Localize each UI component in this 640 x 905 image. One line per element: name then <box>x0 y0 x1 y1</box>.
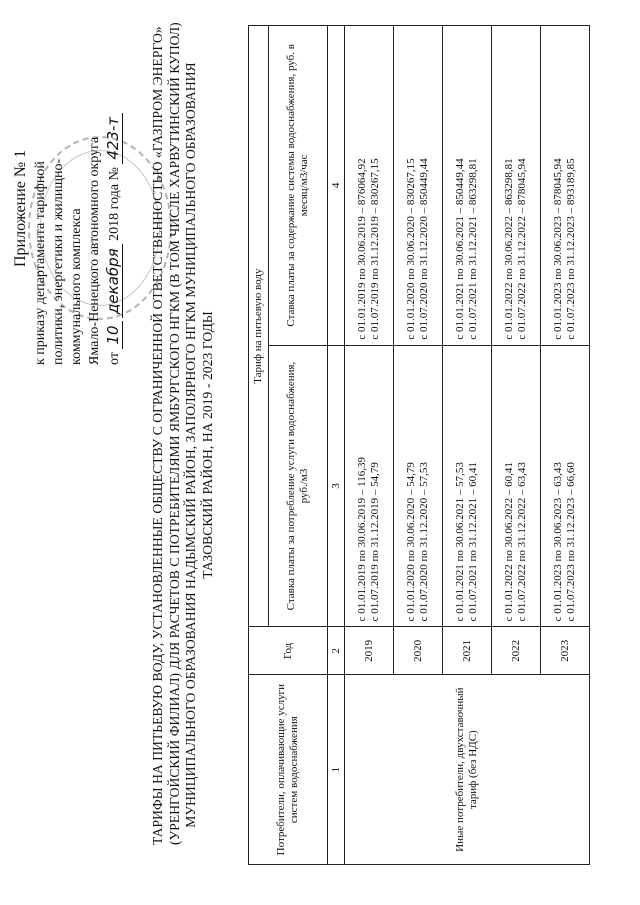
header-maintenance-rate: Ставка платы за содержание системы водоснабжения, руб. в месяц/м3/час <box>269 26 328 346</box>
table-row <box>345 26 394 865</box>
table-header-row <box>249 26 269 865</box>
column-number: 1 <box>328 675 345 865</box>
column-number: 4 <box>328 26 345 346</box>
heading-line: ТАРИФЫ НА ПИТЬЕВУЮ ВОДУ, УСТАНОВЛЕННЫЕ ОБЩЕСТВУ С ОГРАНИЧЕННОЙ ОТВЕТСТВЕННОСТЬЮ «ГАЗПРОМ ЭНЕРГО» <box>150 26 165 845</box>
year-cell: 2021 <box>443 627 492 675</box>
maintenance-cell: с 01.01.2023 по 30.06.2023 – 878045,94 с 01.07.2023 по 31.12.2023 – 893189,85 <box>541 26 590 346</box>
date-day: 10 <box>104 321 123 348</box>
order-date-line <box>104 35 124 365</box>
heading-line: МУНИЦИПАЛЬНОГО ОБРАЗОВАНИЯ НАДЫМСКИЙ РАЙОН, ЗАПОЛЯРНОГО НГКМ МУНИЦИПАЛЬНОГО ОБРАЗОВАНИЯ <box>183 62 198 828</box>
heading-line: ТАЗОВСКИЙ РАЙОН, НА 2019 - 2023 ГОДЫ <box>199 311 215 579</box>
annex-line: Ямало-Ненецкого автономного округа <box>87 136 102 365</box>
date-year: 2018 года № <box>107 167 122 241</box>
tariff-table <box>248 25 590 865</box>
document-heading <box>150 22 216 845</box>
column-number: 2 <box>328 627 345 675</box>
year-cell: 2022 <box>492 627 541 675</box>
header-tariff-group: Тариф на питьевую воду <box>249 26 269 627</box>
header-year: Год <box>249 627 328 675</box>
year-cell: 2023 <box>541 627 590 675</box>
consumption-cell: с 01.01.2020 по 30.06.2020 – 54,79 с 01.07.2020 по 31.12.2020 – 57,53 <box>394 345 443 627</box>
column-number: 3 <box>328 345 345 627</box>
maintenance-cell: с 01.01.2021 по 30.06.2021 – 850449,44 с 01.07.2021 по 31.12.2021 – 863298,81 <box>443 26 492 346</box>
header-consumers: Потребители, оплачивающие услуги систем водоснабжения <box>249 675 328 865</box>
consumption-cell: с 01.01.2019 по 30.06.2019 – 116,39 с 01.07.2019 по 31.12.2019 – 54,79 <box>345 345 394 627</box>
order-number: 423-т <box>104 113 123 164</box>
maintenance-cell: с 01.01.2019 по 30.06.2019 – 876064,92 с 01.07.2019 по 31.12.2019 – 830267,15 <box>345 26 394 346</box>
consumer-cell: Иные потребители, двухставочный тариф (без НДС) <box>345 675 590 865</box>
column-number-row <box>328 26 345 865</box>
maintenance-cell: с 01.01.2022 по 30.06.2022 – 863298,81 с 01.07.2022 по 31.12.2022 – 878045,94 <box>492 26 541 346</box>
date-prefix: от <box>107 352 122 365</box>
maintenance-cell: с 01.01.2020 по 30.06.2020 – 830267,15 с 01.07.2020 по 31.12.2020 – 850449,44 <box>394 26 443 346</box>
consumption-cell: с 01.01.2023 по 30.06.2023 – 63,43 с 01.07.2023 по 31.12.2023 – 66,60 <box>541 345 590 627</box>
heading-line: (УРЕНГОЙСКИЙ ФИЛИАЛ) ДЛЯ РАСЧЕТОВ С ПОТРЕБИТЕЛЯМИ ЯМБУРГСКОГО НГКМ (В ТОМ ЧИСЛЕ ХАРВУТИНСКИЙ КУПОЛ) <box>166 22 182 845</box>
header-consumption-rate: Ставка платы за потребление услуги водоснабжения, руб./м3 <box>269 345 328 627</box>
year-cell: 2020 <box>394 627 443 675</box>
year-cell: 2019 <box>345 627 394 675</box>
annex-line: политики, энергетики и жилищно- <box>51 158 66 365</box>
annex-line: коммунального комплекса <box>69 208 84 365</box>
consumption-cell: с 01.01.2022 по 30.06.2022 – 60,41 с 01.07.2022 по 31.12.2022 – 63,43 <box>492 345 541 627</box>
date-month: декабря <box>104 244 123 318</box>
annex-title: Приложение № 1 <box>12 149 29 267</box>
consumption-cell: с 01.01.2021 по 30.06.2021 – 57,53 с 01.07.2021 по 31.12.2021 – 60,41 <box>443 345 492 627</box>
annex-line: к приказу департамента тарифной <box>33 161 48 365</box>
annex-block <box>12 35 124 365</box>
